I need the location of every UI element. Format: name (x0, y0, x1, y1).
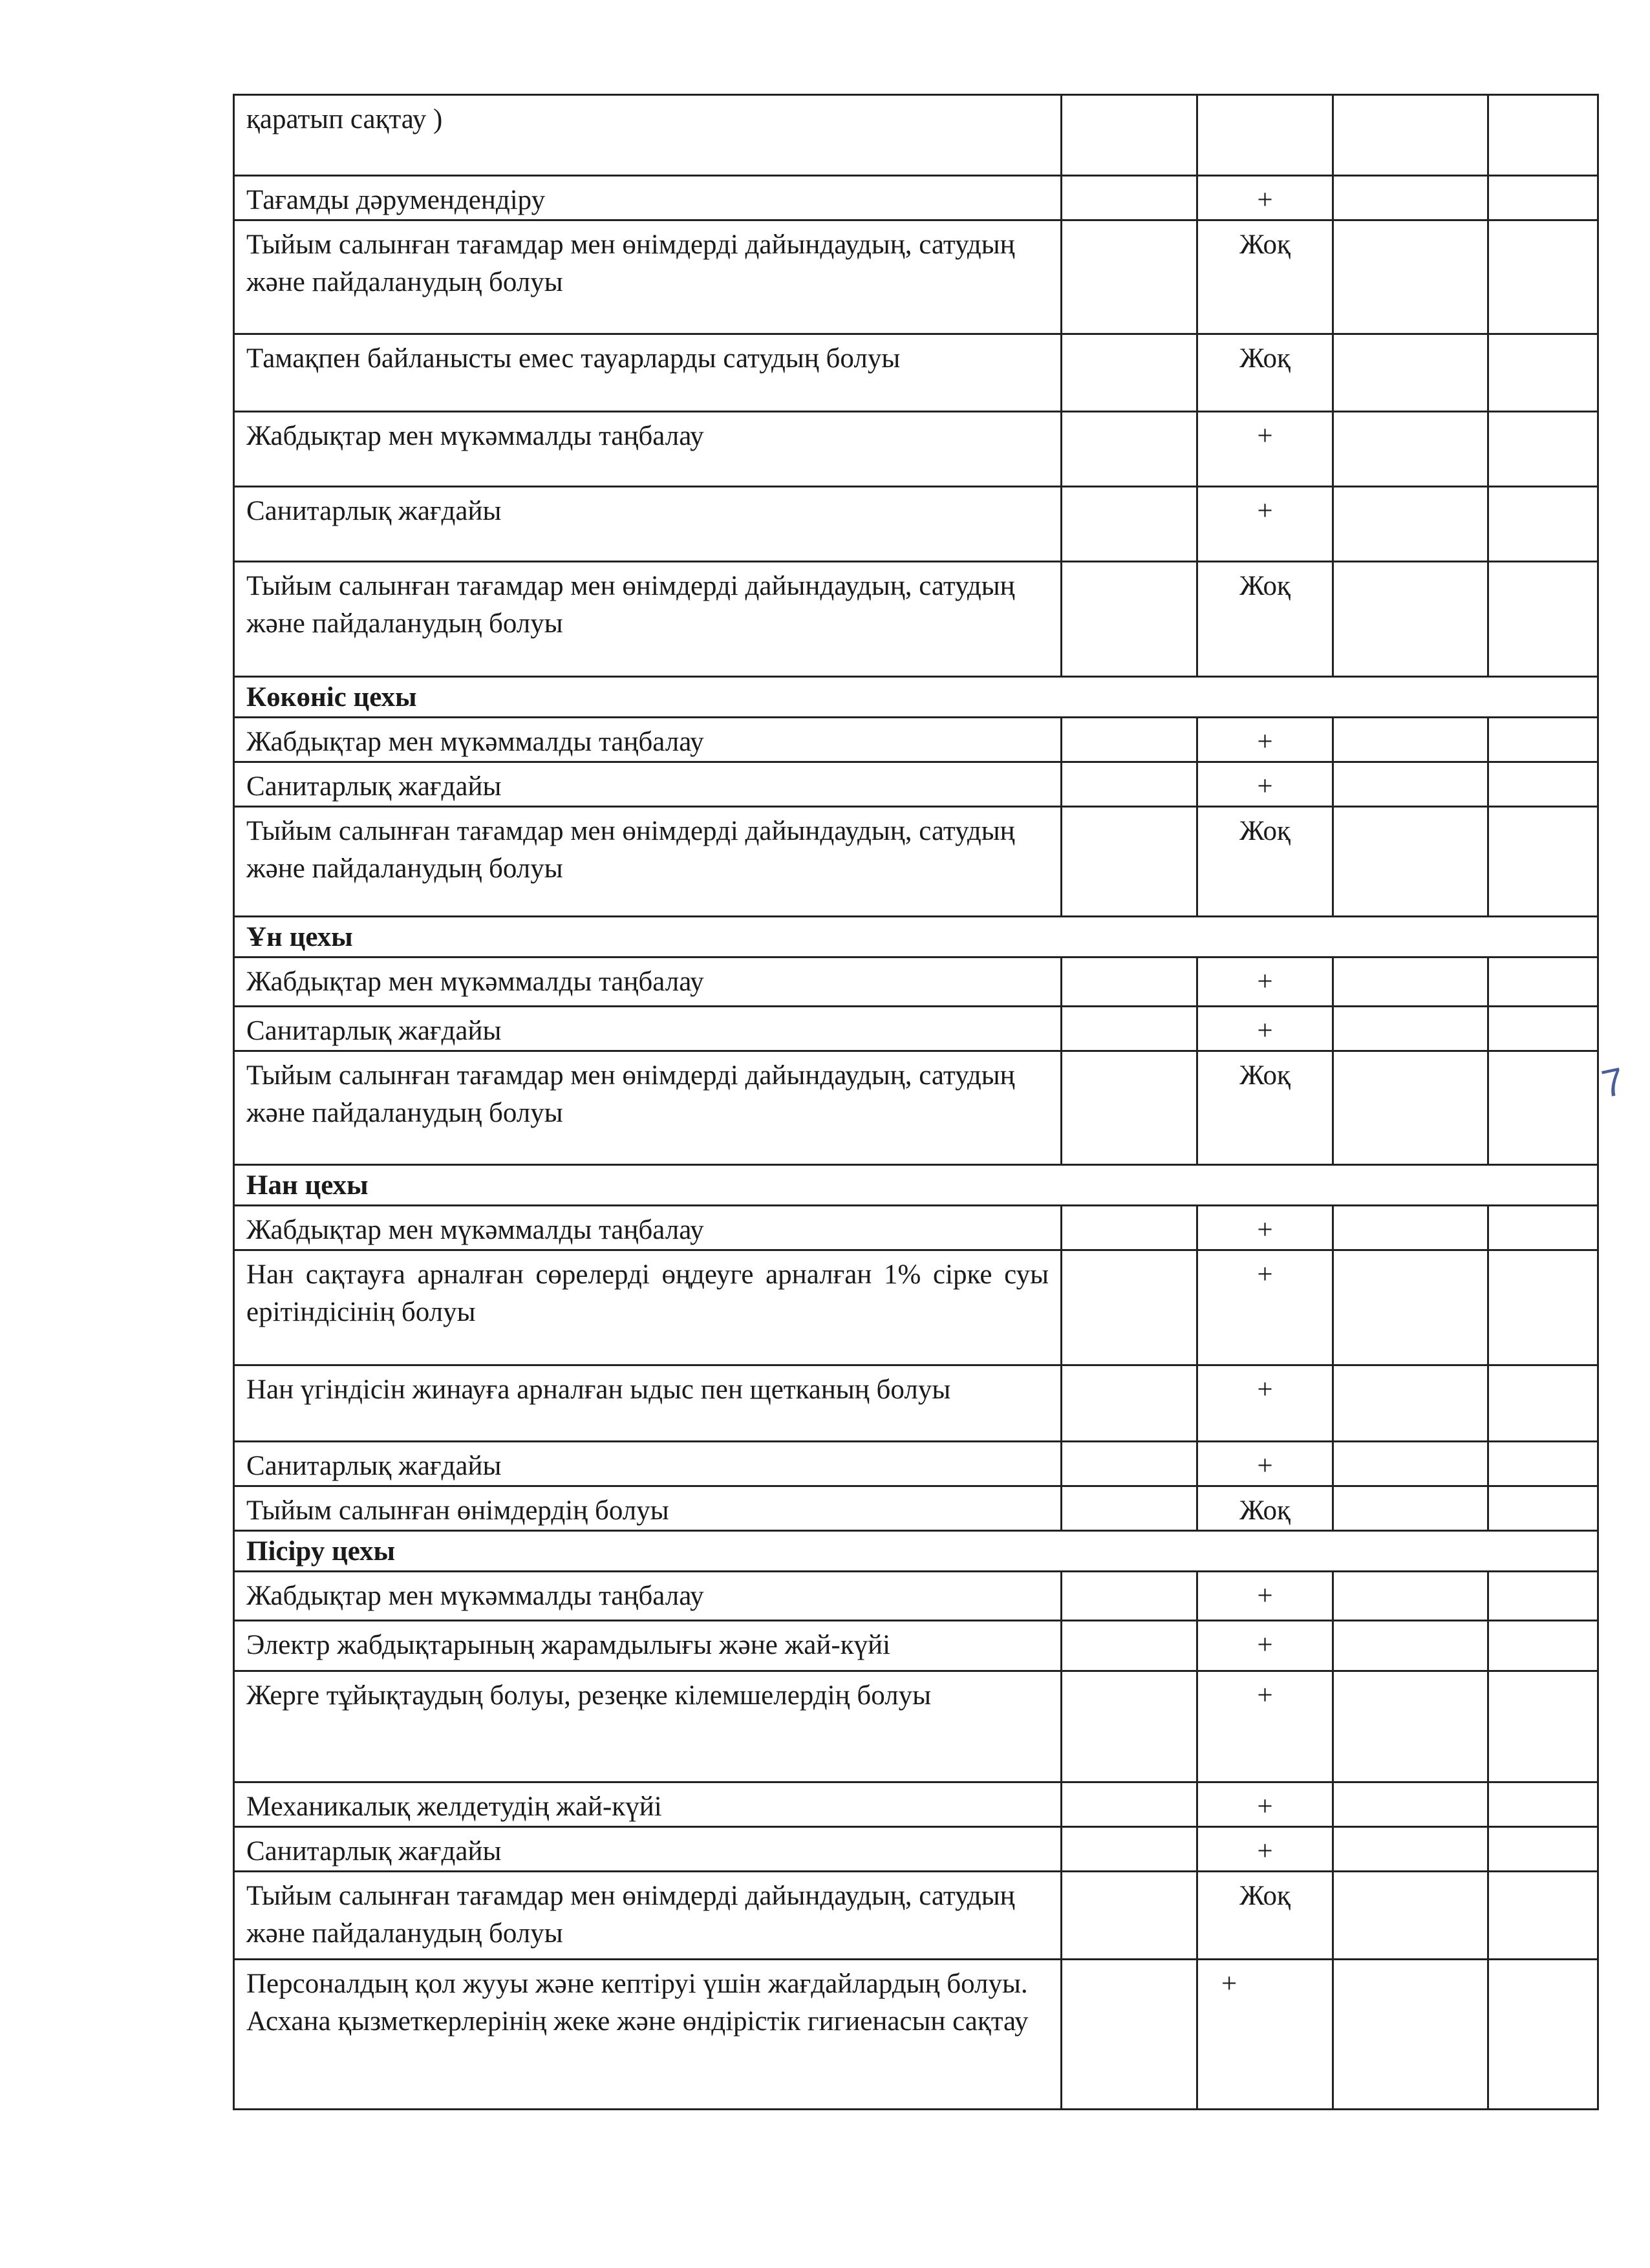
empty-cell (1333, 1671, 1488, 1782)
empty-cell (1062, 1007, 1197, 1051)
requirement-text: Санитарлық жағдайы (234, 1442, 1062, 1486)
empty-cell (1062, 1621, 1197, 1671)
requirement-text: Нан сақтауға арналған сөрелерді өңдеуге арналған 1% сірке суы ерітіндісінің болуы (234, 1250, 1062, 1365)
empty-cell (1488, 1827, 1598, 1872)
checklist-row (234, 1671, 1598, 1782)
checklist-row (234, 957, 1598, 1007)
section-title: Пісіру цехы (234, 1531, 1598, 1572)
empty-cell (1062, 1442, 1197, 1486)
empty-cell (1333, 562, 1488, 677)
checklist-row (234, 1007, 1598, 1051)
empty-cell (1062, 1671, 1197, 1782)
empty-cell (1062, 718, 1197, 762)
empty-cell (1333, 220, 1488, 334)
empty-cell (1333, 1365, 1488, 1442)
requirement-text: Жабдықтар мен мүкәммалды таңбалау (234, 412, 1062, 487)
empty-cell (1488, 1051, 1598, 1165)
requirement-text: Электр жабдықтарының жарамдылығы және жай-күйі (234, 1621, 1062, 1671)
requirement-text: Санитарлық жағдайы (234, 762, 1062, 807)
compliance-mark: Жоқ (1197, 220, 1333, 334)
compliance-mark: + (1197, 1206, 1333, 1250)
section-header-row (234, 1531, 1598, 1572)
section-title: Ұн цехы (234, 917, 1598, 957)
checklist-row (234, 176, 1598, 220)
section-title: Нан цехы (234, 1165, 1598, 1206)
requirement-text: Тыйым салынған тағамдар мен өнімдерді дайындаудың, сатудың және пайдаланудың болуы (234, 220, 1062, 334)
requirement-text: Тамақпен байланысты емес тауарларды сатудың болуы (234, 334, 1062, 412)
compliance-mark: + (1197, 412, 1333, 487)
empty-cell (1333, 1051, 1488, 1165)
requirement-text: қаратып сақтау ) (234, 95, 1062, 176)
empty-cell (1333, 1007, 1488, 1051)
empty-cell (1488, 487, 1598, 562)
compliance-mark: Жоқ (1197, 807, 1333, 917)
empty-cell (1333, 957, 1488, 1007)
empty-cell (1333, 95, 1488, 176)
checklist-row (234, 1960, 1598, 2110)
checklist-row (234, 412, 1598, 487)
compliance-mark: + (1197, 1250, 1333, 1365)
empty-cell (1488, 1442, 1598, 1486)
empty-cell (1062, 1051, 1197, 1165)
requirement-text: Нан үгіндісін жинауға арналған ыдыс пен щетканың болуы (234, 1365, 1062, 1442)
empty-cell (1488, 1960, 1598, 2110)
empty-cell (1062, 487, 1197, 562)
empty-cell (1062, 95, 1197, 176)
requirement-text: Жабдықтар мен мүкәммалды таңбалау (234, 957, 1062, 1007)
empty-cell (1333, 334, 1488, 412)
section-header-row (234, 917, 1598, 957)
empty-cell (1488, 412, 1598, 487)
requirement-text: Персоналдың қол жууы және кептіруі үшін жағдайлардың болуы. Асхана қызметкерлерінің жеке және өндірістік гигиенасын сақтау (234, 1960, 1062, 2110)
requirement-text: Тыйым салынған өнімдердің болуы (234, 1486, 1062, 1531)
empty-cell (1333, 1206, 1488, 1250)
empty-cell (1333, 176, 1488, 220)
compliance-mark: + (1197, 1671, 1333, 1782)
empty-cell (1062, 1572, 1197, 1621)
checklist-row (234, 1051, 1598, 1165)
requirement-text: Механикалық желдетудің жай-күйі (234, 1782, 1062, 1827)
empty-cell (1488, 718, 1598, 762)
checklist-row (234, 1621, 1598, 1671)
compliance-mark: Жоқ (1197, 562, 1333, 677)
empty-cell (1333, 1486, 1488, 1531)
checklist-rows (234, 95, 1598, 2110)
checklist-row (234, 1827, 1598, 1872)
compliance-mark: + (1197, 957, 1333, 1007)
checklist-row (234, 807, 1598, 917)
empty-cell (1062, 1365, 1197, 1442)
empty-cell (1333, 1442, 1488, 1486)
checklist-row (234, 1206, 1598, 1250)
compliance-mark: + (1197, 1621, 1333, 1671)
requirement-text: Жабдықтар мен мүкәммалды таңбалау (234, 1206, 1062, 1250)
empty-cell (1488, 1782, 1598, 1827)
checklist-row (234, 718, 1598, 762)
empty-cell (1062, 1960, 1197, 2110)
checklist-row (234, 220, 1598, 334)
checklist-row (234, 1572, 1598, 1621)
empty-cell (1062, 807, 1197, 917)
empty-cell (1333, 1960, 1488, 2110)
compliance-mark: + (1197, 1827, 1333, 1872)
compliance-mark: + (1197, 487, 1333, 562)
empty-cell (1333, 807, 1488, 917)
compliance-mark: + (1197, 1442, 1333, 1486)
compliance-mark: + (1197, 718, 1333, 762)
requirement-text: Жерге тұйықтаудың болуы, резеңке кілемшелердің болуы (234, 1671, 1062, 1782)
empty-cell (1062, 562, 1197, 677)
empty-cell (1488, 1671, 1598, 1782)
checklist-row (234, 1782, 1598, 1827)
requirement-text: Тыйым салынған тағамдар мен өнімдерді дайындаудың, сатудың және пайдаланудың болуы (234, 562, 1062, 677)
requirement-text: Санитарлық жағдайы (234, 1827, 1062, 1872)
compliance-mark: + (1197, 1572, 1333, 1621)
empty-cell (1062, 1250, 1197, 1365)
empty-cell (1062, 412, 1197, 487)
checklist-row (234, 1442, 1598, 1486)
margin-annotation: 7 (1598, 1059, 1628, 1106)
requirement-text: Тыйым салынған тағамдар мен өнімдерді дайындаудың, сатудың және пайдаланудың болуы (234, 1872, 1062, 1960)
compliance-mark: + (1197, 1960, 1333, 2110)
empty-cell (1488, 1486, 1598, 1531)
requirement-text: Санитарлық жағдайы (234, 487, 1062, 562)
empty-cell (1333, 1827, 1488, 1872)
requirement-text: Тағамды дәрумендендіру (234, 176, 1062, 220)
checklist-row (234, 1365, 1598, 1442)
empty-cell (1333, 1572, 1488, 1621)
compliance-mark: + (1197, 1782, 1333, 1827)
compliance-mark: Жоқ (1197, 1872, 1333, 1960)
empty-cell (1488, 220, 1598, 334)
inspection-checklist-table (233, 94, 1599, 2110)
requirement-text: Тыйым салынған тағамдар мен өнімдерді дайындаудың, сатудың және пайдаланудың болуы (234, 807, 1062, 917)
requirement-text: Жабдықтар мен мүкәммалды таңбалау (234, 718, 1062, 762)
compliance-mark: + (1197, 1365, 1333, 1442)
compliance-mark: + (1197, 762, 1333, 807)
empty-cell (1488, 176, 1598, 220)
empty-cell (1488, 1250, 1598, 1365)
empty-cell (1488, 1872, 1598, 1960)
empty-cell (1333, 762, 1488, 807)
checklist-row (234, 1872, 1598, 1960)
empty-cell (1062, 957, 1197, 1007)
compliance-mark: Жоқ (1197, 1051, 1333, 1165)
checklist-row (234, 762, 1598, 807)
empty-cell (1062, 1827, 1197, 1872)
compliance-mark: Жоқ (1197, 1486, 1333, 1531)
empty-cell (1488, 1365, 1598, 1442)
section-header-row (234, 677, 1598, 718)
section-header-row (234, 1165, 1598, 1206)
empty-cell (1333, 1250, 1488, 1365)
empty-cell (1488, 1572, 1598, 1621)
compliance-mark: Жоқ (1197, 334, 1333, 412)
empty-cell (1062, 1782, 1197, 1827)
empty-cell (1333, 1621, 1488, 1671)
empty-cell (1062, 334, 1197, 412)
empty-cell (1333, 1782, 1488, 1827)
empty-cell (1333, 487, 1488, 562)
requirement-text: Жабдықтар мен мүкәммалды таңбалау (234, 1572, 1062, 1621)
empty-cell (1488, 957, 1598, 1007)
requirement-text: Санитарлық жағдайы (234, 1007, 1062, 1051)
checklist-row (234, 562, 1598, 677)
empty-cell (1062, 220, 1197, 334)
empty-cell (1062, 1206, 1197, 1250)
empty-cell (1333, 412, 1488, 487)
empty-cell (1488, 807, 1598, 917)
empty-cell (1062, 176, 1197, 220)
empty-cell (1333, 1872, 1488, 1960)
checklist-row (234, 334, 1598, 412)
section-title: Көкөніс цехы (234, 677, 1598, 718)
empty-cell (1488, 1206, 1598, 1250)
compliance-mark: + (1197, 1007, 1333, 1051)
checklist-row (234, 95, 1598, 176)
empty-cell (1488, 1007, 1598, 1051)
checklist-row (234, 1486, 1598, 1531)
empty-cell (1062, 1872, 1197, 1960)
empty-cell (1488, 95, 1598, 176)
empty-cell (1488, 1621, 1598, 1671)
empty-cell (1488, 562, 1598, 677)
checklist-row (234, 487, 1598, 562)
empty-cell (1333, 718, 1488, 762)
empty-cell (1488, 334, 1598, 412)
empty-cell (1062, 762, 1197, 807)
empty-cell (1062, 1486, 1197, 1531)
requirement-text: Тыйым салынған тағамдар мен өнімдерді дайындаудың, сатудың және пайдаланудың болуы (234, 1051, 1062, 1165)
compliance-mark: + (1197, 176, 1333, 220)
compliance-mark (1197, 95, 1333, 176)
checklist-row (234, 1250, 1598, 1365)
empty-cell (1488, 762, 1598, 807)
